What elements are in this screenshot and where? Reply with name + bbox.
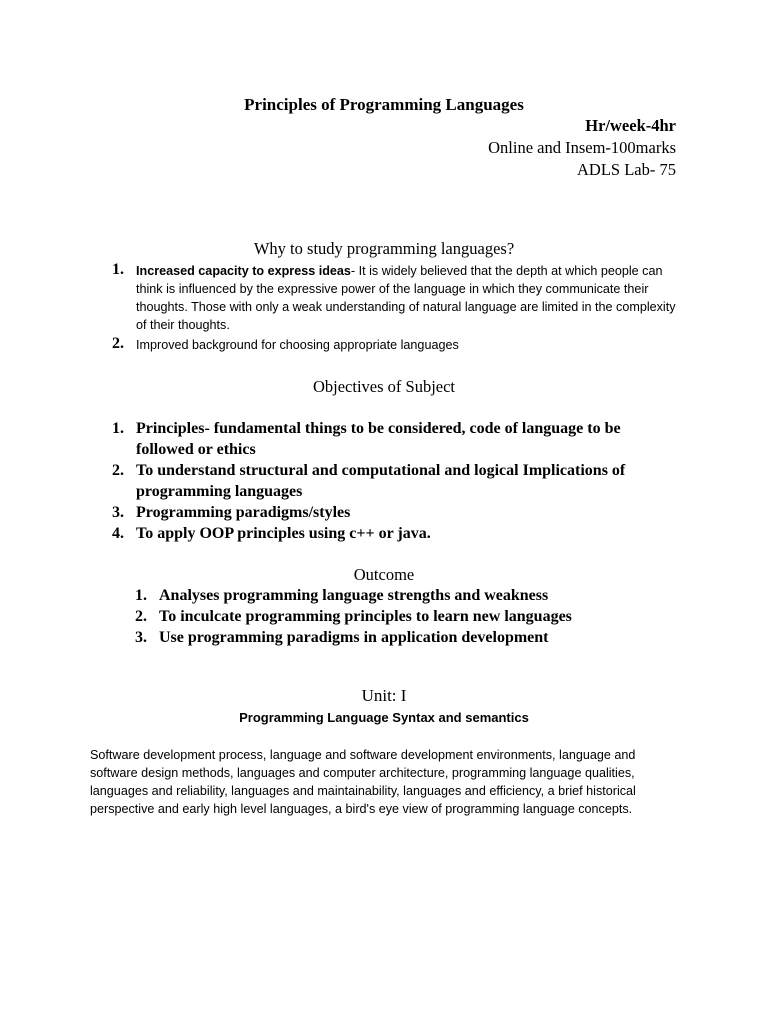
list-number: 4. (112, 525, 124, 542)
list-number: 3. (135, 629, 147, 646)
list-text: Analyses programming language strengths and weakness (159, 587, 549, 604)
bold-phrase: Increased capacity to express ideas (136, 264, 351, 278)
list-text: To understand structural and computational and logical Implications of programming languages (136, 462, 626, 500)
hours-per-week: Hr/week-4hr (585, 116, 676, 135)
list-item (135, 606, 695, 627)
unit-paragraph: Software development process, language and software development environments, language and software design methods, languages and computer architecture, programming language qualities, languages and reliability, languages and maintainability, languages and efficiency, a brief historical perspective and early high level languages, a bird's eye view of programming language concepts. (90, 748, 636, 816)
lab-info: ADLS Lab- 75 (577, 160, 676, 179)
list-number: 1. (112, 261, 124, 278)
list-text: Improved background for choosing appropriate languages (136, 338, 459, 352)
list-item (112, 460, 672, 502)
list-item (112, 418, 672, 460)
list-number: 2. (112, 462, 124, 479)
list-item (112, 262, 682, 334)
list-number: 2. (112, 335, 124, 352)
list-item (135, 585, 695, 606)
course-info (488, 115, 676, 181)
list-text: Use programming paradigms in application development (159, 629, 549, 646)
list-number: 1. (112, 420, 124, 437)
list-text: To apply OOP principles using c++ or java. (136, 525, 431, 542)
outcome-heading: Outcome (353, 565, 415, 584)
list-text: To inculcate programming principles to learn new languages (159, 608, 572, 625)
objectives-list (112, 418, 672, 544)
list-text: Principles- fundamental things to be considered, code of language to be followed or ethics (136, 420, 621, 458)
unit-title: Unit: I (361, 686, 407, 705)
document-title: Principles of Programming Languages (244, 95, 524, 114)
list-number: 1. (135, 587, 147, 604)
objectives-heading: Objectives of Subject (312, 377, 456, 396)
list-item (112, 336, 682, 354)
list-number: 2. (135, 608, 147, 625)
unit-subtitle: Programming Language Syntax and semantics (239, 710, 529, 725)
list-item (112, 502, 672, 523)
list-text: Programming paradigms/styles (136, 504, 351, 521)
marks-info: Online and Insem-100marks (488, 138, 676, 157)
why-heading: Why to study programming languages? (253, 239, 515, 258)
list-item (112, 523, 672, 544)
list-text: - It is widely believed that the depth at which people can think is influenced by the expressive power of the language in which they communicate their thoughts. Those with only a weak understanding of natural language are limited in the complexity of their thoughts. (136, 264, 676, 332)
why-list (112, 262, 682, 356)
outcome-list (135, 585, 695, 648)
list-item (135, 627, 695, 648)
list-number: 3. (112, 504, 124, 521)
